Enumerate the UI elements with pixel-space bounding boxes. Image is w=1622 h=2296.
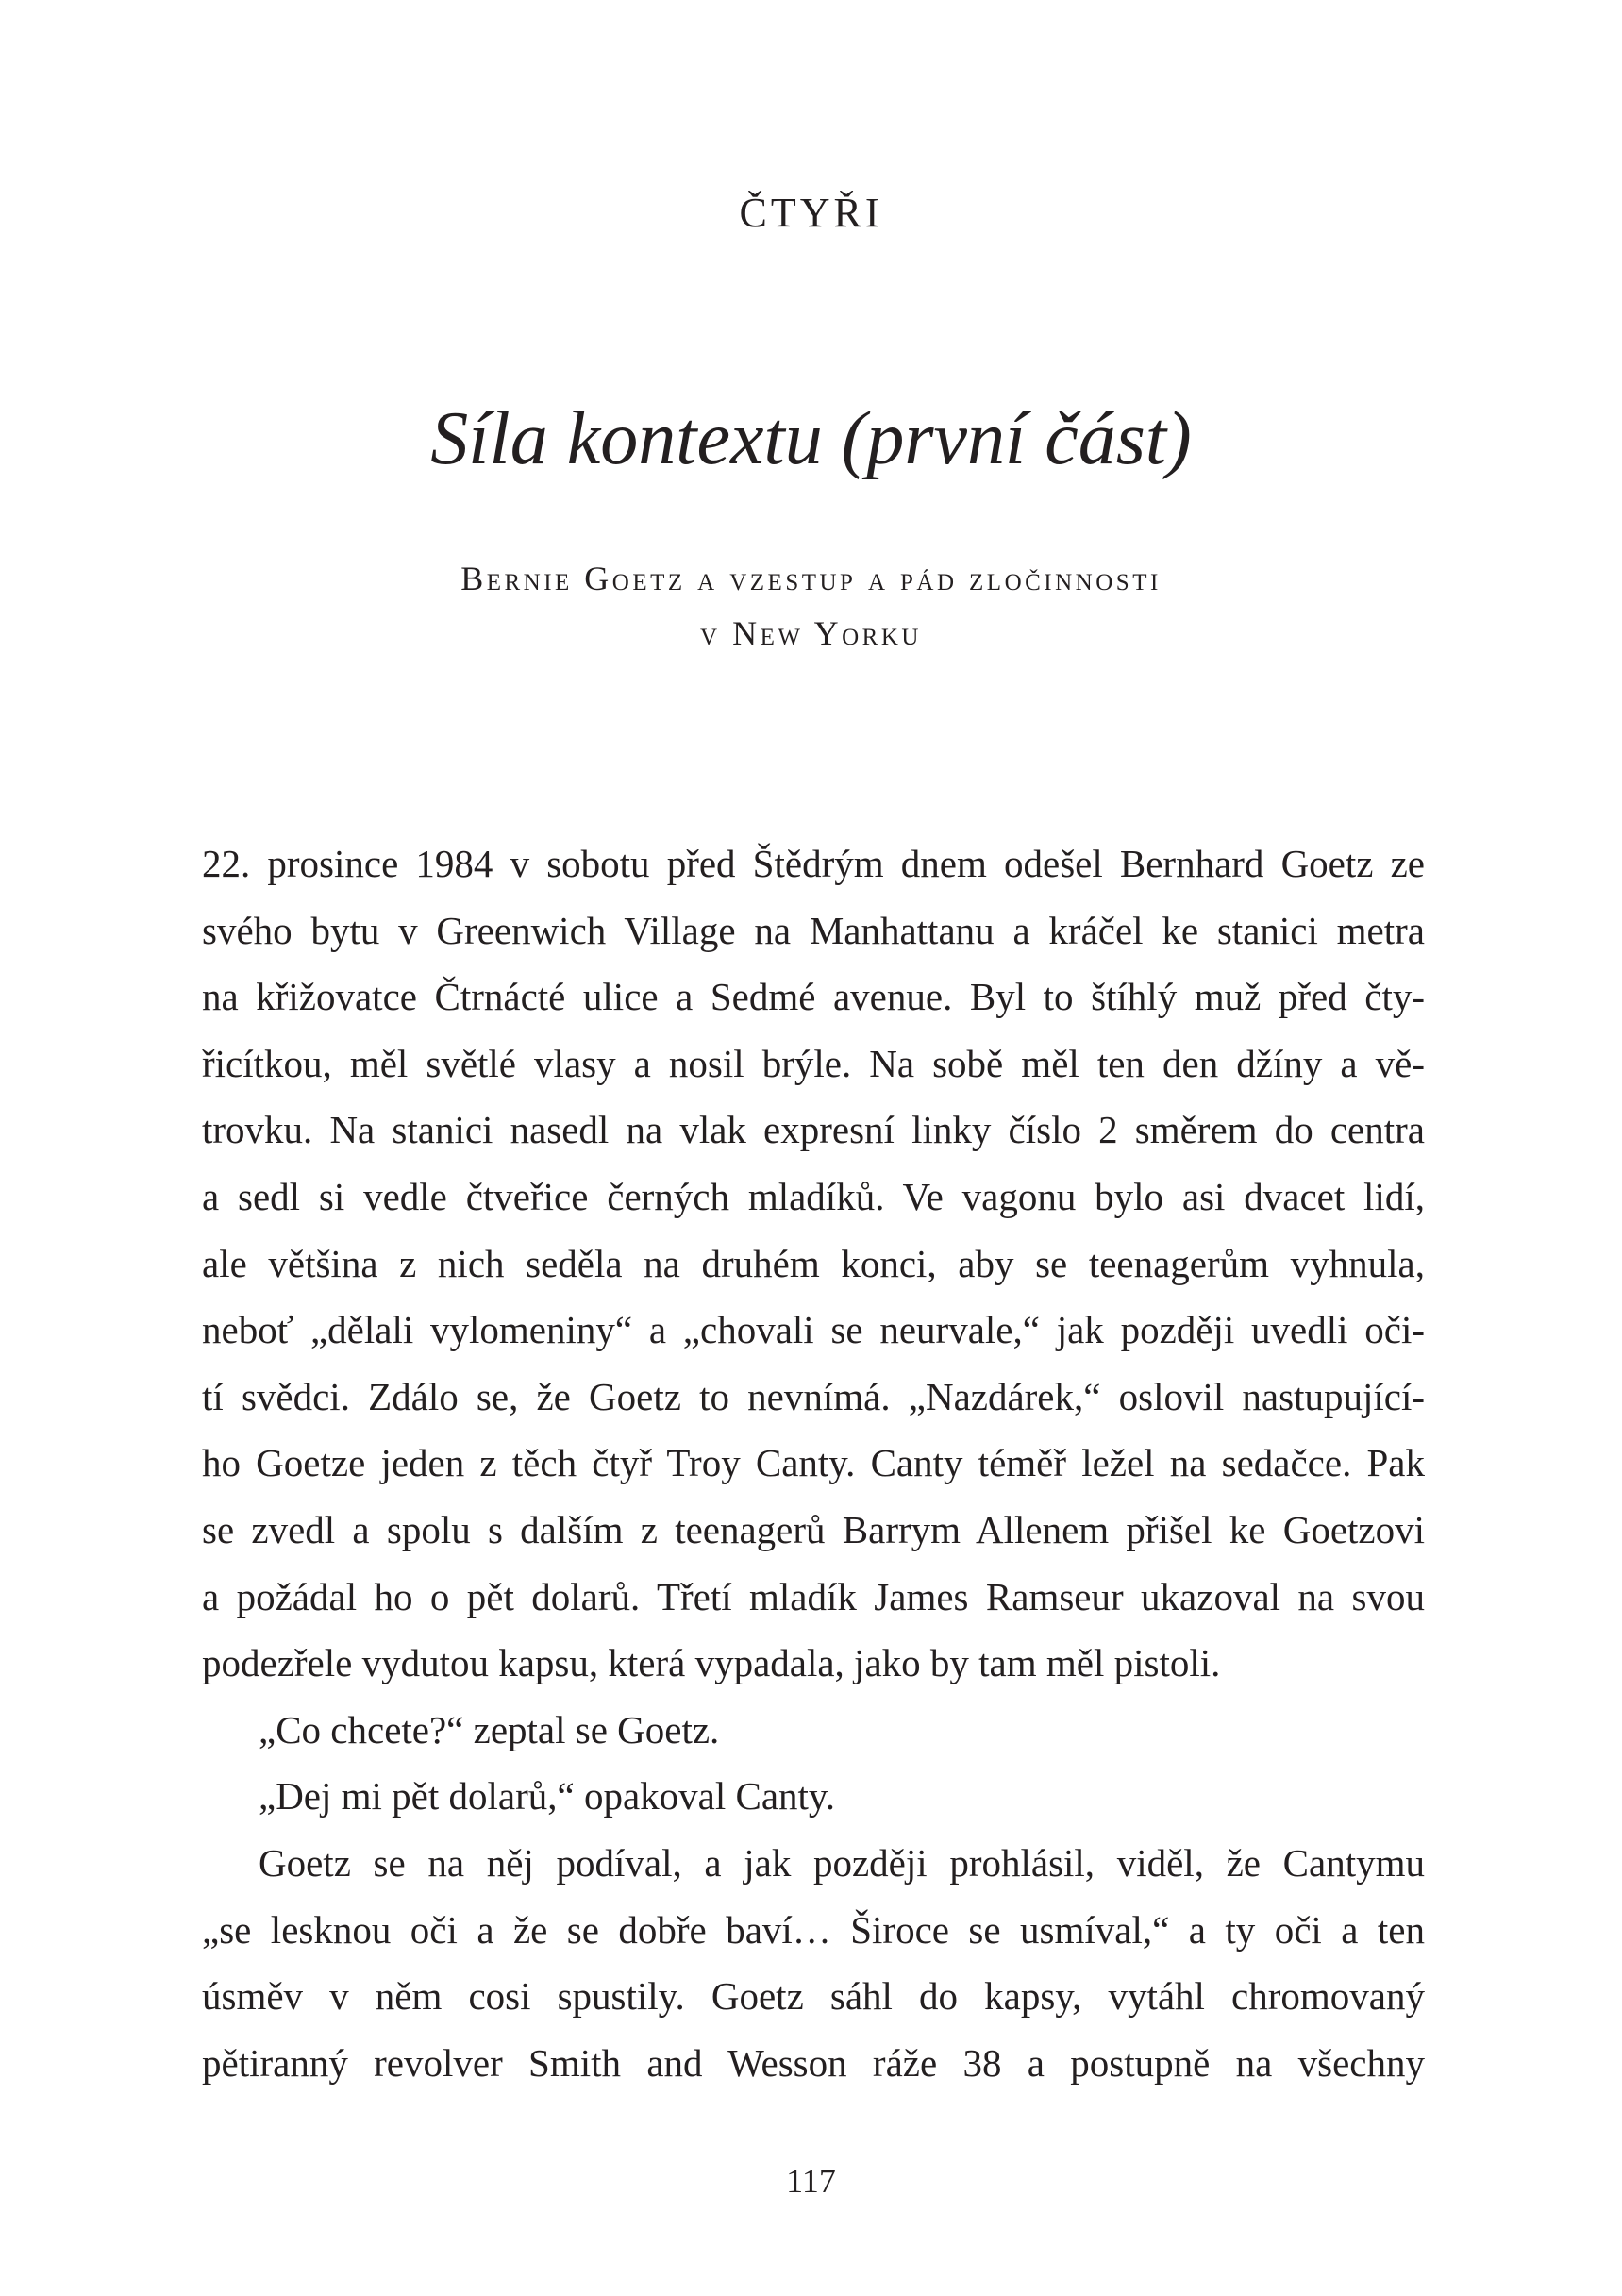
body-line: řicítkou, měl světlé vlasy a nosil brýle. Na sobě měl ten den džíny a vě- <box>202 1041 1425 1085</box>
body-text <box>202 830 1425 2096</box>
body-line: ho Goetze jeden z těch čtyř Troy Canty. Canty téměř ležel na sedačce. Pak <box>202 1441 1425 1485</box>
chapter-title: Síla kontextu (první část) <box>430 397 1192 480</box>
chapter-subtitle-line-2: v New Yorku <box>700 614 922 652</box>
body-line: tí svědci. Zdálo se, že Goetz to nevnímá. „Nazdárek,“ oslovil nastupující- <box>202 1374 1425 1418</box>
body-line: „se lesknou oči a že se dobře baví… Široce se usmíval,“ a ty oči a ten <box>202 1907 1425 1952</box>
dialogue-line: „Dej mi pět dolarů,“ opakoval Canty. <box>259 1774 836 1818</box>
body-line: svého bytu v Greenwich Village na Manhattanu a kráčel ke stanici metra <box>202 908 1425 952</box>
chapter-subtitle-line-1: Bernie Goetz a vzestup a pád zločinnosti <box>460 560 1162 597</box>
body-line: Goetz se na něj podíval, a jak později prohlásil, viděl, že Cantymu <box>259 1840 1425 1885</box>
body-line: pětiranný revolver Smith and Wesson ráže 38 a postupně na všechny <box>202 2040 1425 2085</box>
body-line: a sedl si vedle čtveřice černých mladíků. Ve vagonu bylo asi dvacet lidí, <box>202 1174 1425 1218</box>
body-line: podezřele vydutou kapsu, která vypadala, jako by tam měl pistoli. <box>202 1641 1221 1685</box>
body-line: ale většina z nich seděla na druhém konci, aby se teenagerům vyhnula, <box>202 1241 1425 1285</box>
page-number: 117 <box>786 2162 836 2200</box>
dialogue-line: „Co chcete?“ zeptal se Goetz. <box>259 1707 720 1751</box>
body-line: na křižovatce Čtrnácté ulice a Sedmé avenue. Byl to štíhlý muž před čty- <box>202 975 1425 1019</box>
body-line: se zvedl a spolu s dalším z teenagerů Barrym Allenem přišel ke Goetzovi <box>202 1507 1425 1551</box>
body-line: a požádal ho o pět dolarů. Třetí mladík James Ramseur ukazoval na svou <box>202 1574 1425 1618</box>
body-line: trovku. Na stanici nasedl na vlak expresní linky číslo 2 směrem do centra <box>202 1108 1425 1152</box>
body-line: 22. prosince 1984 v sobotu před Štědrým dnem odešel Bernhard Goetz ze <box>202 842 1425 885</box>
body-line: neboť „dělali vylomeniny“ a „chovali se neurvale,“ jak později uvedli oči- <box>202 1308 1425 1352</box>
body-line: úsměv v něm cosi spustily. Goetz sáhl do kapsy, vytáhl chromovaný <box>202 1974 1425 2019</box>
chapter-label: ČTYŘI <box>739 190 883 236</box>
